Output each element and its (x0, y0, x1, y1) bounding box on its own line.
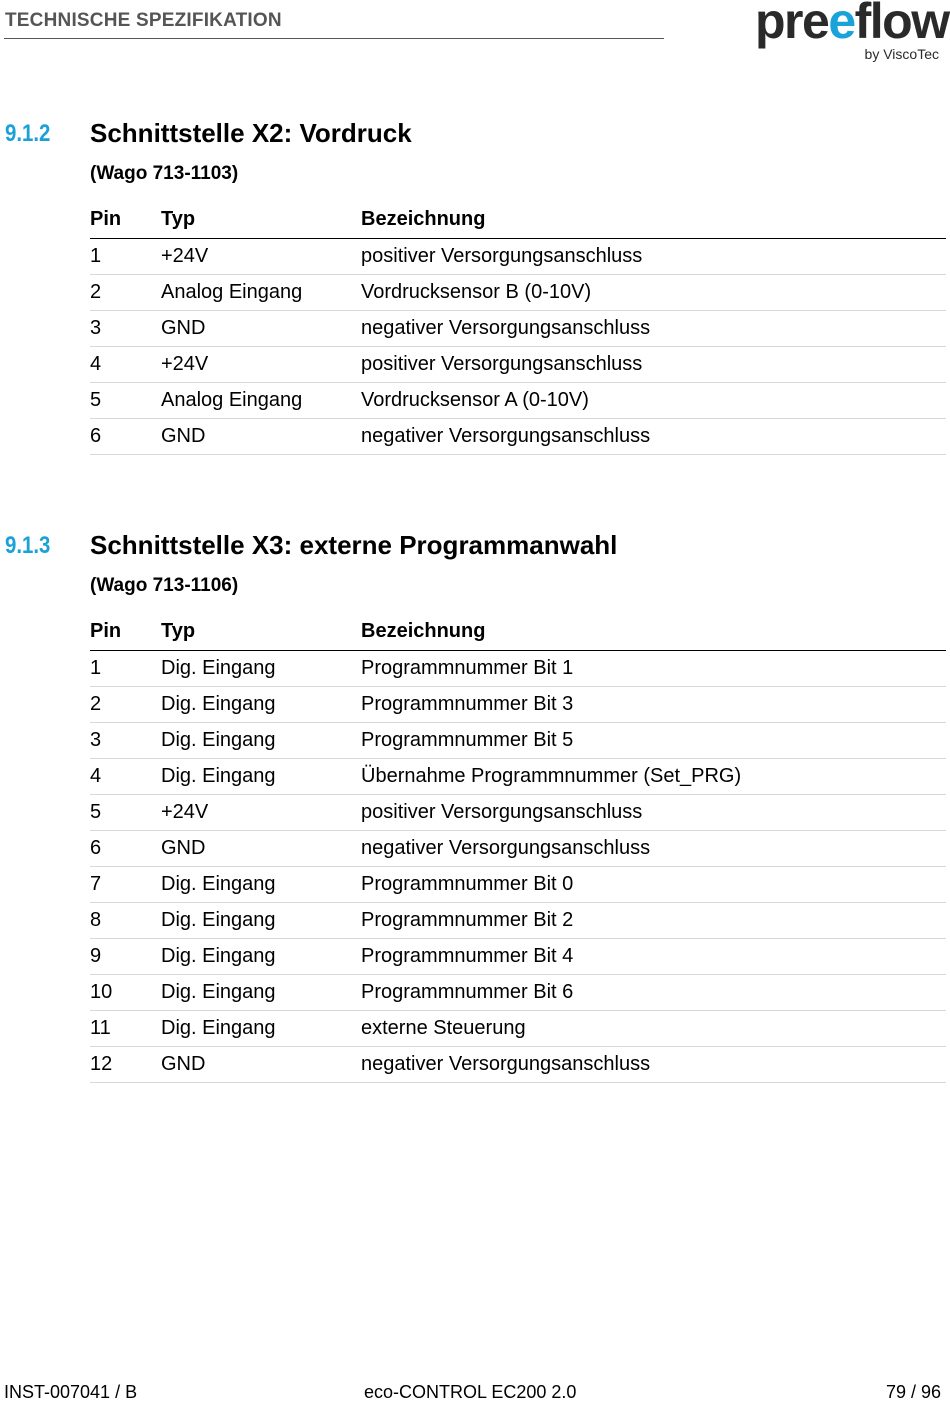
description-cell: negativer Versorgungsanschluss (361, 1047, 946, 1083)
type-cell: +24V (161, 795, 361, 831)
type-cell: Analog Eingang (161, 383, 361, 419)
table-row (90, 1047, 946, 1083)
section-subtitle: (Wago 713-1106) (90, 575, 239, 596)
table-row (90, 795, 946, 831)
table-row (90, 831, 946, 867)
pin-cell: 2 (90, 275, 161, 311)
table-header-row (90, 612, 946, 651)
table-row (90, 759, 946, 795)
column-header-typ: Typ (161, 200, 361, 239)
column-header-typ: Typ (161, 612, 361, 651)
pin-cell: 5 (90, 383, 161, 419)
logo-word-accent: e (828, 0, 855, 49)
pin-cell: 8 (90, 903, 161, 939)
table-row (90, 687, 946, 723)
pin-cell: 1 (90, 239, 161, 275)
description-cell: negativer Versorgungsanschluss (361, 419, 946, 455)
type-cell: Dig. Eingang (161, 687, 361, 723)
logo-subtitle: by ViscoTec (864, 46, 939, 62)
type-cell: Dig. Eingang (161, 1011, 361, 1047)
pin-table-x2 (90, 200, 946, 455)
description-cell: Programmnummer Bit 4 (361, 939, 946, 975)
type-cell: GND (161, 419, 361, 455)
pin-cell: 9 (90, 939, 161, 975)
table-row (90, 723, 946, 759)
description-cell: Programmnummer Bit 3 (361, 687, 946, 723)
running-header: TECHNISCHE SPEZIFIKATION (5, 10, 282, 31)
description-cell: Programmnummer Bit 0 (361, 867, 946, 903)
table-row (90, 651, 946, 687)
table-row (90, 347, 946, 383)
description-cell: negativer Versorgungsanschluss (361, 311, 946, 347)
type-cell: Dig. Eingang (161, 975, 361, 1011)
description-cell: positiver Versorgungsanschluss (361, 795, 946, 831)
type-cell: Dig. Eingang (161, 723, 361, 759)
pin-cell: 6 (90, 831, 161, 867)
description-cell: negativer Versorgungsanschluss (361, 831, 946, 867)
column-header-bezeichnung: Bezeichnung (361, 200, 946, 239)
type-cell: +24V (161, 239, 361, 275)
description-cell: Übernahme Programmnummer (Set_PRG) (361, 759, 946, 795)
preeflow-logo (755, 2, 947, 64)
table-row (90, 275, 946, 311)
pin-cell: 7 (90, 867, 161, 903)
column-header-pin: Pin (90, 612, 161, 651)
type-cell: +24V (161, 347, 361, 383)
table-row (90, 383, 946, 419)
description-cell: Programmnummer Bit 5 (361, 723, 946, 759)
type-cell: GND (161, 1047, 361, 1083)
type-cell: Dig. Eingang (161, 651, 361, 687)
description-cell: positiver Versorgungsanschluss (361, 347, 946, 383)
type-cell: Analog Eingang (161, 275, 361, 311)
pin-cell: 12 (90, 1047, 161, 1083)
table-row (90, 867, 946, 903)
description-cell: externe Steuerung (361, 1011, 946, 1047)
footer-product-name: eco-CONTROL EC200 2.0 (364, 1382, 577, 1402)
section-number: 9.1.2 (5, 120, 51, 147)
pin-cell: 1 (90, 651, 161, 687)
type-cell: Dig. Eingang (161, 867, 361, 903)
description-cell: Programmnummer Bit 1 (361, 651, 946, 687)
column-header-pin: Pin (90, 200, 161, 239)
type-cell: Dig. Eingang (161, 903, 361, 939)
column-header-bezeichnung: Bezeichnung (361, 612, 946, 651)
description-cell: Programmnummer Bit 2 (361, 903, 946, 939)
footer-page-number: 79 / 96 (886, 1382, 942, 1402)
type-cell: Dig. Eingang (161, 759, 361, 795)
logo-word-part: pre (755, 0, 829, 49)
description-cell: positiver Versorgungsanschluss (361, 239, 946, 275)
table-row (90, 975, 946, 1011)
header-divider (4, 38, 664, 39)
pin-cell: 2 (90, 687, 161, 723)
table-row (90, 419, 946, 455)
pin-cell: 5 (90, 795, 161, 831)
pin-cell: 3 (90, 311, 161, 347)
description-cell: Programmnummer Bit 6 (361, 975, 946, 1011)
type-cell: Dig. Eingang (161, 939, 361, 975)
section-title: Schnittstelle X3: externe Programmanwahl (90, 530, 618, 560)
pin-cell: 11 (90, 1011, 161, 1047)
section-title: Schnittstelle X2: Vordruck (90, 118, 412, 148)
pin-cell: 6 (90, 419, 161, 455)
logo-word-part: flow (854, 0, 949, 49)
pin-cell: 4 (90, 759, 161, 795)
table-header-row (90, 200, 946, 239)
description-cell: Vordrucksensor A (0-10V) (361, 383, 946, 419)
table-row (90, 939, 946, 975)
pin-cell: 4 (90, 347, 161, 383)
pin-cell: 10 (90, 975, 161, 1011)
type-cell: GND (161, 311, 361, 347)
footer-document-id: INST-007041 / B (4, 1382, 138, 1402)
table-row (90, 311, 946, 347)
logo-wordmark (755, 0, 949, 49)
table-row (90, 1011, 946, 1047)
section-subtitle: (Wago 713-1103) (90, 163, 239, 184)
section-number: 9.1.3 (5, 532, 51, 559)
table-row (90, 903, 946, 939)
type-cell: GND (161, 831, 361, 867)
pin-table-x3 (90, 612, 946, 1083)
pin-cell: 3 (90, 723, 161, 759)
table-row (90, 239, 946, 275)
description-cell: Vordrucksensor B (0-10V) (361, 275, 946, 311)
